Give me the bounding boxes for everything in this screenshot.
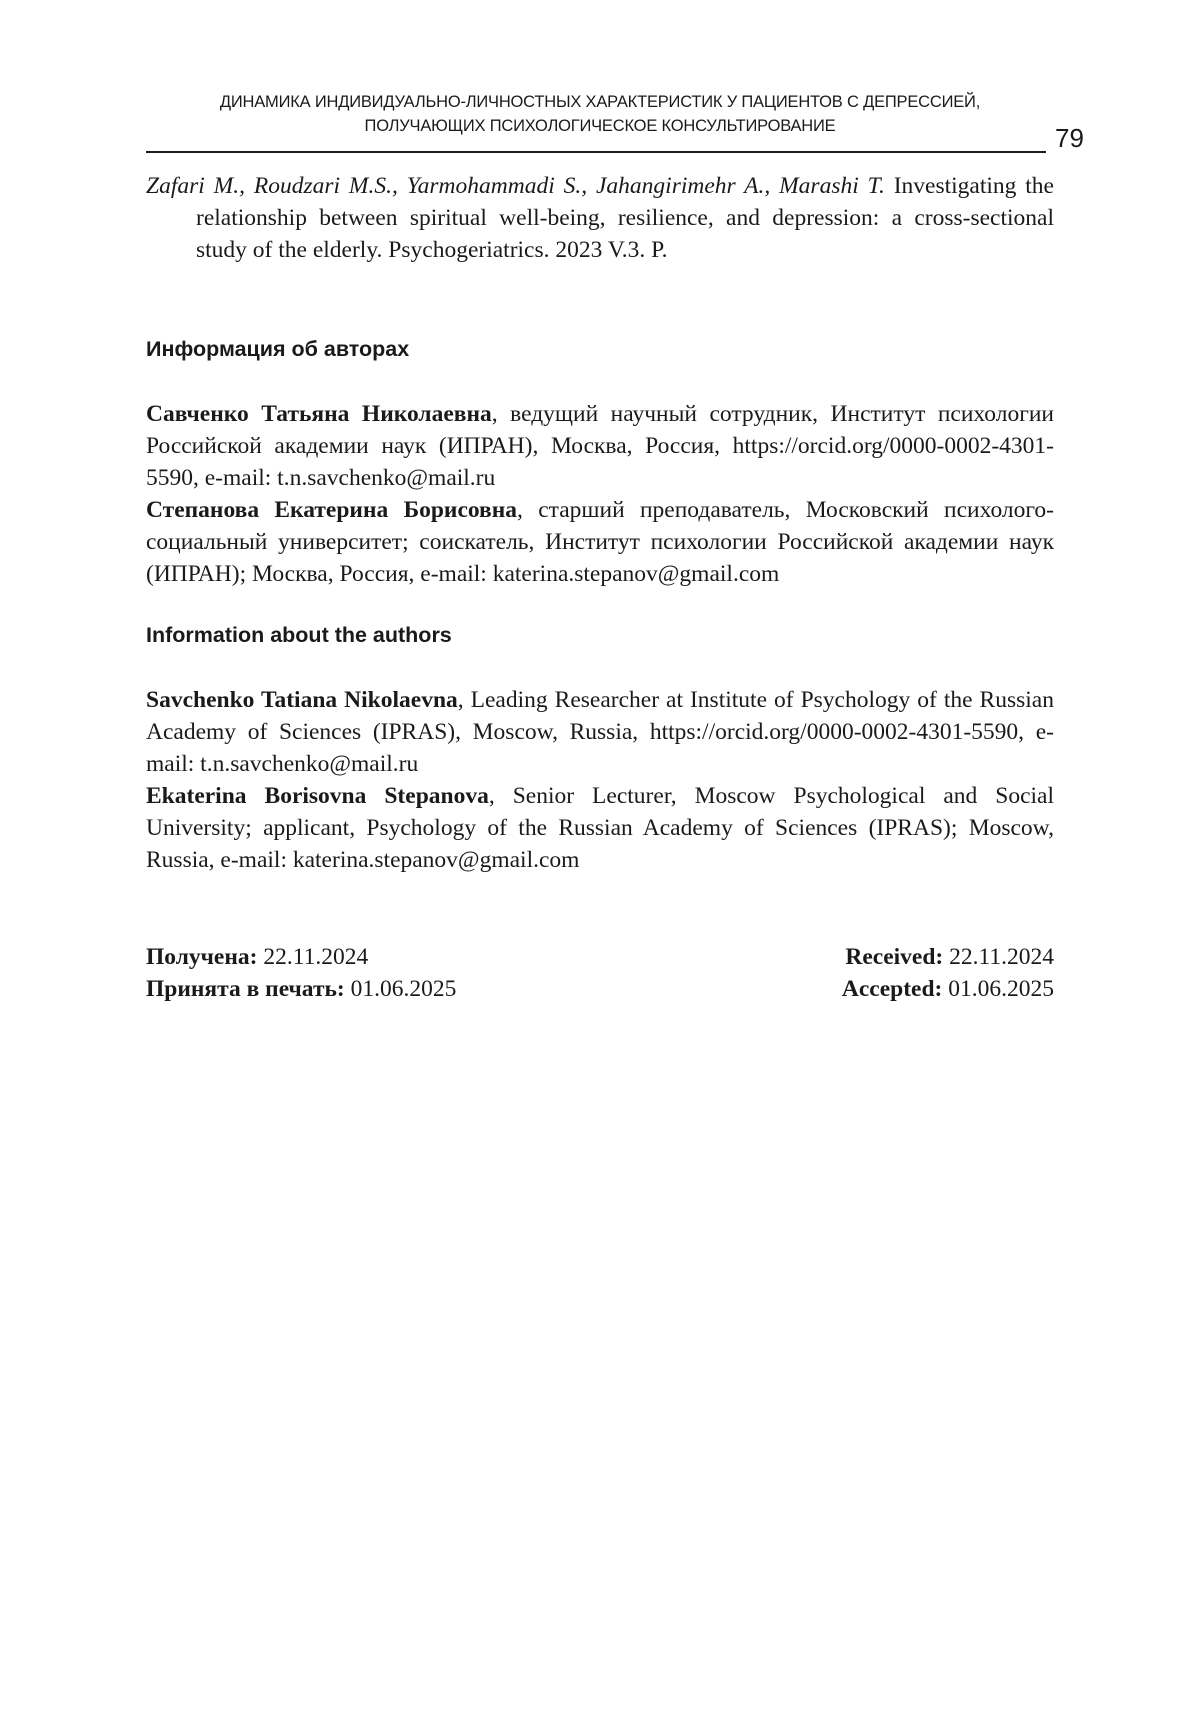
received-ru-value: 22.11.2024 <box>257 944 369 970</box>
accepted-en-value: 01.06.2025 <box>942 976 1054 1002</box>
received-en-label: Received: <box>845 944 944 970</box>
submission-dates <box>146 941 1054 1005</box>
received-row <box>146 941 1054 973</box>
running-header-line-1: ДИНАМИКА ИНДИВИДУАЛЬНО-ЛИЧНОСТНЫХ ХАРАКТЕРИСТИК У ПАЦИЕНТОВ С ДЕПРЕССИЕЙ, <box>219 93 981 111</box>
accepted-ru-label: Принята в печать: <box>146 976 345 1002</box>
author-details: , Senior Lecturer, Moscow Psychological and Social University; applicant, Psychology of the Russian Academy of Sciences (IPRAS); Moscow, Russia, e-mail: katerina.stepanov@gmail.com <box>146 783 1055 873</box>
reference-list <box>146 170 1054 266</box>
author-details: , Leading Researcher at Institute of Psychology of the Russian Academy of Sciences (IPRAS), Moscow, Russia, https://orcid.org/0000-0002-4301-5590, e-mail: t.n.savchenko@mail.ru <box>146 687 1054 777</box>
authors-info-heading-en: Information about the authors <box>146 623 452 647</box>
authors-info-heading-ru: Информация об авторах <box>146 337 410 361</box>
author-entry-ru <box>146 494 1054 590</box>
running-header <box>146 90 1054 138</box>
authors-info-en <box>146 684 1054 876</box>
accepted-en <box>842 973 1054 1005</box>
author-entry-en <box>146 780 1054 876</box>
accepted-row <box>146 973 1054 1005</box>
author-name: Степанова Екатерина Борисовна <box>146 497 518 523</box>
author-entry-ru <box>146 398 1054 494</box>
author-details: , старший преподаватель, Московский психолого-социальный университет; соискатель, Институт психологии Российской академии наук (ИПРАН); Москва, Россия, e-mail: katerina.stepanov@gmail.com <box>146 497 1054 587</box>
authors-info-ru <box>146 398 1054 590</box>
received-ru <box>146 941 368 973</box>
page-number: 79 <box>1055 123 1084 153</box>
received-ru-label: Получена: <box>146 944 258 970</box>
author-name: Савченко Татьяна Николаевна <box>146 401 492 427</box>
reference-authors: Zafari M., Roudzari M.S., Yarmohammadi S., Jahangirimehr A., Marashi T. <box>146 173 885 199</box>
reference-entry <box>146 170 1054 266</box>
author-details: , ведущий научный сотрудник, Институт психологии Российской академии наук (ИПРАН), Москва, Россия, https://orcid.org/0000-0002-4301-5590, e-mail: t.n.savchenko@mail.ru <box>146 401 1054 491</box>
accepted-ru-value: 01.06.2025 <box>344 976 457 1002</box>
accepted-ru <box>146 973 456 1005</box>
accepted-en-label: Accepted: <box>841 976 943 1002</box>
author-entry-en <box>146 684 1054 780</box>
header-rule <box>146 151 1046 153</box>
running-header-line-2: ПОЛУЧАЮЩИХ ПСИХОЛОГИЧЕСКОЕ КОНСУЛЬТИРОВАНИЕ <box>364 117 836 135</box>
received-en <box>845 941 1054 973</box>
author-name: Ekaterina Borisovna Stepanova <box>146 783 489 809</box>
author-name: Savchenko Tatiana Nikolaevna <box>146 687 458 713</box>
received-en-value: 22.11.2024 <box>943 944 1054 970</box>
reference-text: Investigating the relationship between spiritual well-being, resilience, and depression: a cross-sectional study of the elderly. Psychogeriatrics. 2023 V.3. P. <box>196 173 1054 263</box>
